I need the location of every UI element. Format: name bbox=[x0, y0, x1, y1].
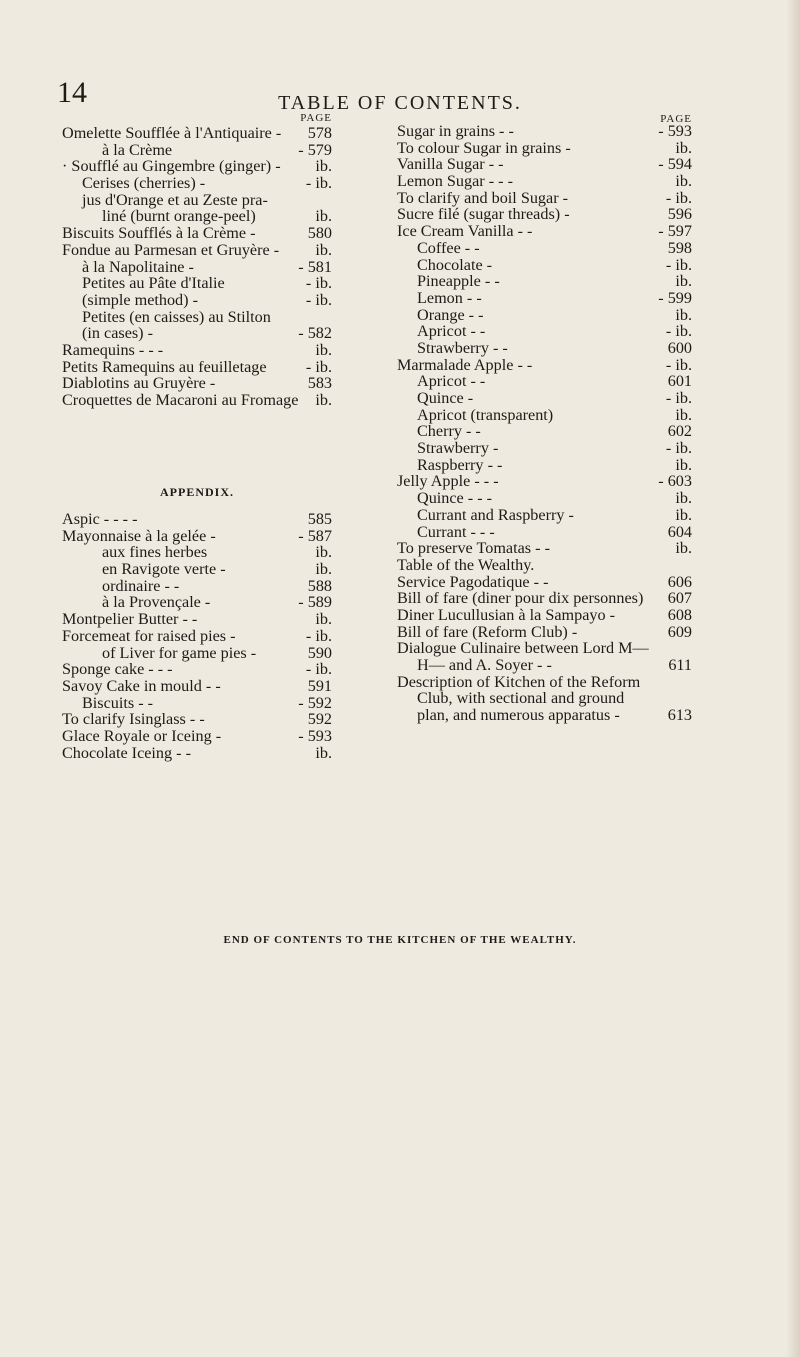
toc-entry-title: Dialogue Culinaire between Lord M— bbox=[397, 639, 649, 658]
toc-entry bbox=[397, 473, 692, 490]
toc-entry bbox=[62, 561, 332, 578]
toc-entry-title: Croquettes de Macaroni au Fromage bbox=[62, 391, 299, 409]
page-edge-shadow bbox=[786, 0, 800, 1357]
toc-entry bbox=[62, 511, 332, 528]
toc-entry-title: Strawberry - bbox=[417, 439, 499, 458]
toc-entry-page: 580 bbox=[307, 224, 332, 243]
toc-entry-page: - ib. bbox=[305, 174, 332, 193]
toc-entry-title: Omelette Soufflée à l'Antiquaire - bbox=[62, 124, 282, 142]
toc-entry bbox=[62, 208, 332, 225]
toc-entry bbox=[397, 690, 692, 707]
right-column bbox=[397, 113, 692, 725]
toc-entry-page: ib. bbox=[315, 157, 332, 176]
toc-entry-title: Service Pagodatique - - bbox=[397, 572, 549, 591]
toc-entry bbox=[62, 175, 332, 192]
toc-entry bbox=[397, 140, 692, 157]
toc-entry-title: Apricot (transparent) bbox=[417, 405, 554, 424]
toc-entry-title: Lemon Sugar - - - bbox=[397, 172, 513, 191]
toc-entry-page: - 594 bbox=[658, 155, 692, 174]
toc-entry-page: - ib. bbox=[305, 357, 332, 376]
toc-entry-page: - 589 bbox=[298, 593, 332, 612]
toc-entry-page: ib. bbox=[675, 405, 692, 424]
toc-entry-title: Aspic - - - - bbox=[62, 510, 138, 528]
toc-entry-title: To preserve Tomatas - - bbox=[397, 539, 550, 558]
toc-entry-title: Chocolate Iceing - - bbox=[62, 743, 191, 762]
toc-entry-page: 601 bbox=[667, 372, 692, 391]
toc-entry-title: Quince - - - bbox=[417, 489, 493, 508]
toc-entry bbox=[397, 490, 692, 507]
toc-entry-title: à la Crème bbox=[102, 140, 173, 159]
toc-entry-page: ib. bbox=[315, 743, 332, 762]
toc-entry bbox=[397, 190, 692, 207]
toc-entry-page: - 581 bbox=[298, 257, 332, 276]
toc-entry-title: Biscuits Soufflés à la Crème - bbox=[62, 224, 256, 243]
toc-entry bbox=[397, 373, 692, 390]
toc-entry-title: Cerises (cherries) - bbox=[82, 174, 206, 193]
toc-entry bbox=[397, 123, 692, 140]
toc-entry-title: Petites au Pâte d'Italie bbox=[82, 274, 225, 293]
toc-entry bbox=[62, 392, 332, 409]
toc-entry bbox=[397, 223, 692, 240]
toc-entry-title: Jelly Apple - - - bbox=[397, 472, 499, 491]
toc-entry-title: Apricot - - bbox=[417, 322, 486, 341]
page-number: 14 bbox=[57, 76, 87, 109]
toc-entry-title: Forcemeat for raised pies - bbox=[62, 626, 236, 645]
toc-entry bbox=[397, 607, 692, 624]
toc-entry-title: Diablotins au Gruyère - bbox=[62, 374, 216, 393]
toc-entry-title: Currant and Raspberry - bbox=[417, 505, 574, 524]
toc-entry bbox=[397, 657, 692, 674]
toc-entry-title: Sponge cake - - - bbox=[62, 660, 173, 679]
toc-entry bbox=[397, 590, 692, 607]
toc-entry bbox=[62, 645, 332, 662]
toc-entry bbox=[397, 173, 692, 190]
toc-entry-page: 585 bbox=[307, 510, 332, 528]
toc-entry-title: aux fines herbes bbox=[102, 543, 208, 562]
toc-entry-page: 607 bbox=[667, 589, 692, 608]
toc-entry-page: ib. bbox=[675, 305, 692, 324]
toc-entry-page: - ib. bbox=[305, 626, 332, 645]
toc-entry-title: Vanilla Sugar - - bbox=[397, 155, 504, 174]
toc-entry bbox=[397, 457, 692, 474]
toc-entry-title: Description of Kitchen of the Reform bbox=[397, 672, 641, 691]
toc-entry-page: ib. bbox=[315, 340, 332, 359]
toc-entry-page: ib. bbox=[675, 138, 692, 157]
toc-entry-page: 583 bbox=[307, 374, 332, 393]
toc-entry bbox=[397, 273, 692, 290]
toc-entry bbox=[62, 528, 332, 545]
toc-entry bbox=[62, 142, 332, 159]
toc-entry-page: - ib. bbox=[305, 274, 332, 293]
toc-entry-page: ib. bbox=[675, 272, 692, 291]
toc-entry bbox=[62, 242, 332, 259]
toc-entry bbox=[397, 156, 692, 173]
toc-entry-page: ib. bbox=[675, 455, 692, 474]
toc-entry bbox=[397, 624, 692, 641]
toc-entry-title: Lemon - - bbox=[417, 288, 482, 307]
toc-entry-page: - ib. bbox=[305, 660, 332, 679]
toc-entry bbox=[397, 574, 692, 591]
toc-entry-page: 606 bbox=[667, 572, 692, 591]
toc-entry bbox=[62, 158, 332, 175]
toc-entry bbox=[397, 390, 692, 407]
toc-entry-page: ib. bbox=[675, 172, 692, 191]
toc-entry bbox=[62, 678, 332, 695]
toc-entry-title: Chocolate - bbox=[417, 255, 493, 274]
toc-entry-title: Coffee - - bbox=[417, 238, 480, 257]
toc-entry bbox=[397, 507, 692, 524]
toc-entry bbox=[62, 695, 332, 712]
appendix-entry-list bbox=[62, 511, 332, 761]
toc-entry-page: - ib. bbox=[665, 439, 692, 458]
toc-entry-title: (simple method) - bbox=[82, 290, 198, 309]
toc-entry-page: - ib. bbox=[665, 389, 692, 407]
toc-entry-title: To clarify and boil Sugar - bbox=[397, 188, 569, 207]
toc-entry bbox=[62, 192, 332, 209]
toc-entry-title: Sucre filé (sugar threads) - bbox=[397, 205, 570, 224]
toc-entry-title: Biscuits - - bbox=[82, 693, 154, 712]
right-page-heading: PAGE bbox=[660, 113, 692, 125]
toc-entry-title: H— and A. Soyer - - bbox=[417, 656, 552, 674]
toc-entry bbox=[62, 375, 332, 392]
toc-entry-title: Marmalade Apple - - bbox=[397, 355, 533, 374]
toc-entry bbox=[397, 340, 692, 357]
toc-entry bbox=[62, 728, 332, 745]
toc-entry bbox=[397, 307, 692, 324]
toc-entry-title: liné (burnt orange-peel) bbox=[102, 207, 256, 226]
toc-entry-page: - 603 bbox=[658, 472, 692, 491]
toc-entry-title: To colour Sugar in grains - bbox=[397, 138, 571, 157]
toc-entry-title: Savoy Cake in mould - - bbox=[62, 676, 221, 695]
toc-entry-page: - ib. bbox=[665, 355, 692, 374]
toc-entry-page: - 592 bbox=[298, 693, 332, 712]
running-head: TABLE OF CONTENTS. bbox=[278, 92, 522, 114]
left-entry-list bbox=[62, 125, 332, 409]
toc-entry-page: 590 bbox=[307, 643, 332, 662]
toc-entry bbox=[62, 594, 332, 611]
toc-entry-title: Bill of fare (Reform Club) - bbox=[397, 622, 578, 641]
toc-entry bbox=[62, 745, 332, 762]
toc-entry bbox=[397, 357, 692, 374]
toc-entry-title: Mayonnaise à la gelée - bbox=[62, 526, 216, 545]
toc-entry-page: ib. bbox=[315, 610, 332, 629]
toc-entry-title: To clarify Isinglass - - bbox=[62, 710, 205, 729]
toc-entry-page: 598 bbox=[667, 238, 692, 257]
toc-entry-title: en Ravigote verte - bbox=[102, 560, 226, 579]
toc-entry-page: 588 bbox=[307, 576, 332, 595]
toc-entry-title: Petits Ramequins au feuilletage bbox=[62, 357, 267, 376]
toc-entry-title: Montpelier Butter - - bbox=[62, 610, 198, 629]
toc-entry-page: - ib. bbox=[305, 290, 332, 309]
toc-entry-page: ib. bbox=[315, 207, 332, 226]
toc-entry-page: - 587 bbox=[298, 526, 332, 545]
toc-entry bbox=[62, 611, 332, 628]
toc-entry-page: - ib. bbox=[665, 322, 692, 341]
toc-entry bbox=[397, 524, 692, 541]
toc-entry-title: Ice Cream Vanilla - - bbox=[397, 222, 533, 241]
toc-entry-title: Ramequins - - - bbox=[62, 340, 164, 359]
toc-entry bbox=[397, 240, 692, 257]
left-page-heading: PAGE bbox=[300, 112, 332, 124]
toc-entry-title: à la Provençale - bbox=[102, 593, 211, 612]
toc-entry-title: jus d'Orange et au Zeste pra- bbox=[82, 190, 268, 209]
toc-entry-page: - 597 bbox=[658, 222, 692, 241]
toc-entry bbox=[62, 292, 332, 309]
toc-entry bbox=[397, 440, 692, 457]
toc-entry-page: 602 bbox=[667, 422, 692, 441]
toc-entry-title: Diner Lucullusian à la Sampayo - bbox=[397, 605, 616, 624]
toc-entry-page: - 593 bbox=[658, 122, 692, 140]
toc-entry-page: 591 bbox=[307, 676, 332, 695]
toc-entry-title: Fondue au Parmesan et Gruyère - bbox=[62, 240, 280, 259]
toc-entry bbox=[62, 225, 332, 242]
toc-entry-page: 592 bbox=[307, 710, 332, 729]
toc-entry-page: 609 bbox=[667, 622, 692, 641]
toc-entry-page: ib. bbox=[315, 240, 332, 259]
toc-entry-title: Quince - bbox=[417, 389, 474, 407]
toc-entry-title: Glace Royale or Iceing - bbox=[62, 726, 222, 745]
toc-entry bbox=[62, 125, 332, 142]
toc-entry bbox=[397, 707, 692, 724]
toc-entry bbox=[62, 544, 332, 561]
toc-entry-page: ib. bbox=[675, 539, 692, 558]
toc-entry-page: - 579 bbox=[298, 140, 332, 159]
appendix-title: APPENDIX. bbox=[160, 485, 234, 499]
toc-entry-page: ib. bbox=[315, 543, 332, 562]
toc-entry bbox=[397, 290, 692, 307]
toc-entry-page: 608 bbox=[667, 605, 692, 624]
toc-entry-title: Apricot - - bbox=[417, 372, 486, 391]
toc-entry-title: of Liver for game pies - bbox=[102, 643, 257, 662]
toc-entry bbox=[397, 206, 692, 223]
toc-entry-title: ordinaire - - bbox=[102, 576, 180, 595]
toc-entry-page: - 593 bbox=[298, 726, 332, 745]
toc-entry-title: (in cases) - bbox=[82, 324, 154, 343]
toc-entry bbox=[62, 259, 332, 276]
toc-entry-page: ib. bbox=[675, 505, 692, 524]
toc-entry bbox=[397, 407, 692, 424]
toc-entry-title: Petites (en caisses) au Stilton bbox=[82, 307, 271, 326]
toc-entry-page: 578 bbox=[307, 124, 332, 142]
toc-entry bbox=[397, 540, 692, 557]
appendix-column bbox=[62, 511, 332, 761]
toc-entry-page: ib. bbox=[315, 560, 332, 579]
toc-entry-page: - 599 bbox=[658, 288, 692, 307]
toc-entry-page: 600 bbox=[667, 338, 692, 357]
toc-entry bbox=[62, 661, 332, 678]
toc-entry bbox=[397, 323, 692, 340]
toc-entry-page: 613 bbox=[667, 706, 692, 725]
toc-entry-title: Pineapple - - bbox=[417, 272, 500, 291]
toc-entry-title: Sugar in grains - - bbox=[397, 122, 514, 140]
toc-entry-page: - ib. bbox=[665, 188, 692, 207]
toc-entry bbox=[397, 557, 692, 574]
toc-entry-page: ib. bbox=[315, 391, 332, 409]
toc-entry-title: Club, with sectional and ground bbox=[417, 689, 625, 708]
toc-entry-title: · Soufflé au Gingembre (ginger) - bbox=[62, 157, 281, 176]
toc-entry-page: ib. bbox=[675, 489, 692, 508]
toc-entry bbox=[62, 275, 332, 292]
toc-entry-page: - ib. bbox=[665, 255, 692, 274]
toc-entry-title: Currant - - - bbox=[417, 522, 495, 541]
toc-entry-title: plan, and numerous apparatus - bbox=[417, 706, 620, 725]
toc-entry bbox=[397, 640, 692, 657]
toc-entry bbox=[397, 674, 692, 691]
toc-entry bbox=[397, 423, 692, 440]
toc-entry-title: Table of the Wealthy. bbox=[397, 555, 535, 574]
toc-entry-page: 604 bbox=[667, 522, 692, 541]
toc-entry-page: 596 bbox=[667, 205, 692, 224]
toc-entry-title: Strawberry - - bbox=[417, 338, 508, 357]
toc-entry bbox=[62, 342, 332, 359]
toc-entry-title: Cherry - - bbox=[417, 422, 481, 441]
toc-entry bbox=[62, 628, 332, 645]
toc-entry-page: 611 bbox=[668, 656, 692, 674]
toc-entry bbox=[62, 711, 332, 728]
toc-entry bbox=[62, 309, 332, 326]
toc-entry bbox=[62, 325, 332, 342]
toc-entry-title: Bill of fare (diner pour dix personnes) bbox=[397, 589, 644, 608]
toc-entry bbox=[62, 359, 332, 376]
left-column bbox=[62, 112, 332, 409]
toc-entry-title: Orange - - bbox=[417, 305, 484, 324]
toc-entry bbox=[397, 257, 692, 274]
toc-entry-title: Raspberry - - bbox=[417, 455, 503, 474]
right-entry-list bbox=[397, 123, 692, 724]
toc-entry-page: - 582 bbox=[298, 324, 332, 343]
toc-entry-title: à la Napolitaine - bbox=[82, 257, 194, 276]
end-of-contents-note: END OF CONTENTS TO THE KITCHEN OF THE WEALTHY. bbox=[223, 934, 577, 946]
toc-entry bbox=[62, 578, 332, 595]
